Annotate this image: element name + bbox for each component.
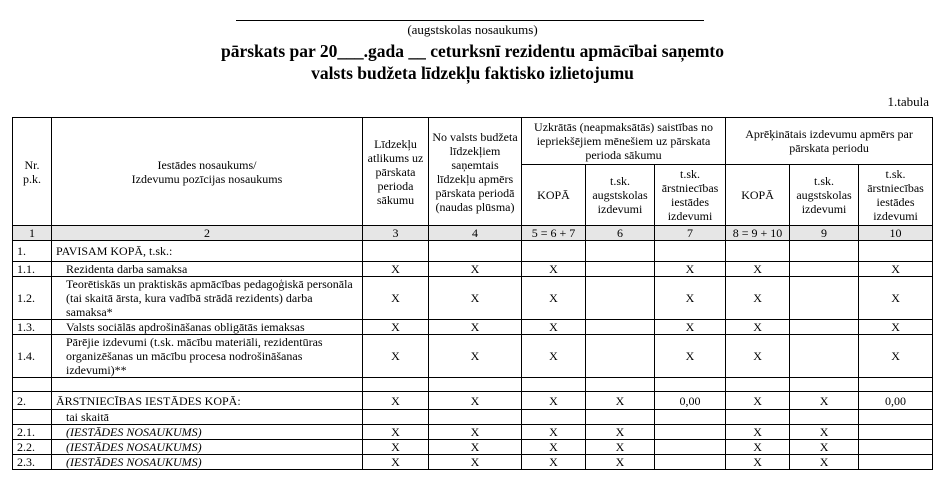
cell-c5 [522,410,586,425]
col-number: 5 = 6 + 7 [522,226,586,241]
col-header-remaining: Līdzekļu atlikums uz pārskata perioda sākumu [363,118,429,226]
cell-c9: X [790,392,859,410]
cell-c7: X [655,277,726,320]
cell-c3 [363,241,429,262]
cell-c10 [859,440,933,455]
table-row [13,241,933,262]
row-label [52,378,363,392]
col-number: 1 [13,226,52,241]
col-number: 9 [790,226,859,241]
row-label: Pārējie izdevumi (t.sk. mācību materiāli, rezidentūras organizēšanas un mācību procesa nodrošināšanas izdevumi)** [52,335,363,378]
row-number: 2.2. [13,440,52,455]
col-header-accrued-total: KOPĀ [522,165,586,226]
cell-c7 [655,425,726,440]
row-label: tai skaitā [52,410,363,425]
cell-c9: X [790,425,859,440]
cell-c10: X [859,335,933,378]
cell-c9 [790,378,859,392]
cell-c8: X [726,320,790,335]
cell-c8: X [726,277,790,320]
cell-c10: X [859,262,933,277]
cell-c7 [655,440,726,455]
cell-c3: X [363,392,429,410]
cell-c4: X [429,455,522,470]
cell-c3: X [363,262,429,277]
cell-c7: X [655,335,726,378]
cell-c8: X [726,455,790,470]
cell-c9 [790,335,859,378]
col-header-name: Iestādes nosaukums/ Izdevumu pozīcijas nosaukums [52,118,363,226]
cell-c4: X [429,277,522,320]
row-number [13,378,52,392]
cell-c5: X [522,455,586,470]
cell-c4 [429,241,522,262]
table-row [13,277,933,320]
cell-c9 [790,277,859,320]
row-number: 1.1. [13,262,52,277]
cell-c6 [586,262,655,277]
cell-c9 [790,241,859,262]
table-row [13,378,933,392]
cell-c5: X [522,277,586,320]
col-number: 2 [52,226,363,241]
col-number: 4 [429,226,522,241]
cell-c3 [363,378,429,392]
cell-c7: X [655,320,726,335]
table-row [13,410,933,425]
cell-c9 [790,262,859,277]
cell-c6: X [586,455,655,470]
row-label: Rezidenta darba samaksa [52,262,363,277]
cell-c5: X [522,320,586,335]
cell-c6 [586,378,655,392]
cell-c5: X [522,262,586,277]
table-row [13,335,933,378]
cell-c7: X [655,262,726,277]
col-number: 6 [586,226,655,241]
cell-c6 [586,277,655,320]
cell-c4 [429,378,522,392]
row-label: (IESTĀDES NOSAUKUMS) [52,425,363,440]
cell-c6 [586,320,655,335]
row-number: 1.2. [13,277,52,320]
report-table [12,117,933,470]
cell-c8: X [726,425,790,440]
table-row [13,392,933,410]
col-header-accrued-university: t.sk. augstskolas izdevumi [586,165,655,226]
col-header-accrued-institution: t.sk. ārstniecības iestādes izdevumi [655,165,726,226]
row-label: (IESTĀDES NOSAUKUMS) [52,440,363,455]
cell-c7 [655,410,726,425]
org-caption: (augstskolas nosaukums) [407,22,538,37]
cell-c8: X [726,335,790,378]
cell-c10 [859,455,933,470]
col-number: 3 [363,226,429,241]
cell-c7 [655,241,726,262]
cell-c5 [522,378,586,392]
cell-c6: X [586,392,655,410]
row-label: Teorētiskās un praktiskās apmācības pedagoģiskā personāla (tai skaitā ārsta, kura vadībā strādā rezidents) darba samaksa* [52,277,363,320]
cell-c10 [859,378,933,392]
table-row [13,262,933,277]
cell-c4: X [429,392,522,410]
cell-c5: X [522,440,586,455]
row-number: 2.1. [13,425,52,440]
table-row [13,320,933,335]
row-number: 1. [13,241,52,262]
col-header-estimated-institution: t.sk. ārstniecības iestādes izdevumi [859,165,933,226]
col-header-estimated-university: t.sk. augstskolas izdevumi [790,165,859,226]
cell-c8 [726,378,790,392]
cell-c10: X [859,277,933,320]
cell-c3: X [363,320,429,335]
column-number-row [13,226,933,241]
col-header-nr: Nr. p.k. [13,118,52,226]
col-header-estimated-total: KOPĀ [726,165,790,226]
cell-c7 [655,455,726,470]
cell-c8 [726,410,790,425]
cell-c10: X [859,320,933,335]
col-header-accrued-group: Uzkrātās (neapmaksātās) saistības no iepriekšējiem mēnešiem uz pārskata perioda sākumu [522,118,726,165]
row-number: 1.3. [13,320,52,335]
cell-c8: X [726,262,790,277]
cell-c3: X [363,455,429,470]
row-number: 2.3. [13,455,52,470]
cell-c8: X [726,392,790,410]
cell-c9: X [790,455,859,470]
col-number: 8 = 9 + 10 [726,226,790,241]
cell-c6: X [586,425,655,440]
cell-c8 [726,241,790,262]
row-label: (IESTĀDES NOSAUKUMS) [52,455,363,470]
cell-c5: X [522,392,586,410]
cell-c4: X [429,425,522,440]
col-number: 10 [859,226,933,241]
cell-c4 [429,410,522,425]
cell-c6 [586,410,655,425]
cell-c3: X [363,440,429,455]
row-label: PAVISAM KOPĀ, t.sk.: [52,241,363,262]
table-row [13,440,933,455]
cell-c7: 0,00 [655,392,726,410]
row-label: ĀRSTNIECĪBAS IESTĀDES KOPĀ: [52,392,363,410]
header-row-1 [13,118,933,165]
col-header-received: No valsts budžeta līdzekļiem saņemtais līdzekļu apmērs pārskata periodā (naudas plūsma) [429,118,522,226]
row-number [13,410,52,425]
cell-c4: X [429,335,522,378]
cell-c3: X [363,425,429,440]
cell-c4: X [429,262,522,277]
cell-c5 [522,241,586,262]
cell-c6 [586,241,655,262]
cell-c10 [859,410,933,425]
cell-c4: X [429,440,522,455]
cell-c7 [655,378,726,392]
cell-c5: X [522,425,586,440]
cell-c9 [790,320,859,335]
report-title-line1: pārskats par 20___.gada __ ceturksnī rezidentu apmācībai saņemto [221,41,724,61]
cell-c6: X [586,440,655,455]
cell-c10 [859,425,933,440]
cell-c5: X [522,335,586,378]
table-row [13,455,933,470]
cell-c3: X [363,277,429,320]
cell-c8: X [726,440,790,455]
cell-c4: X [429,320,522,335]
row-number: 1.4. [13,335,52,378]
cell-c3 [363,410,429,425]
cell-c10 [859,241,933,262]
cell-c3: X [363,335,429,378]
cell-c6 [586,335,655,378]
row-label: Valsts sociālās apdrošināšanas obligātās iemaksas [52,320,363,335]
table-label: 1.tabula [887,94,929,109]
org-name-line [236,20,704,21]
cell-c9: X [790,440,859,455]
col-number: 7 [655,226,726,241]
cell-c9 [790,410,859,425]
cell-c10: 0,00 [859,392,933,410]
col-header-estimated-group: Aprēķinātais izdevumu apmērs par pārskata periodu [726,118,933,165]
row-number: 2. [13,392,52,410]
table-row [13,425,933,440]
report-title-line2: valsts budžeta līdzekļu faktisko izlietojumu [311,63,634,83]
